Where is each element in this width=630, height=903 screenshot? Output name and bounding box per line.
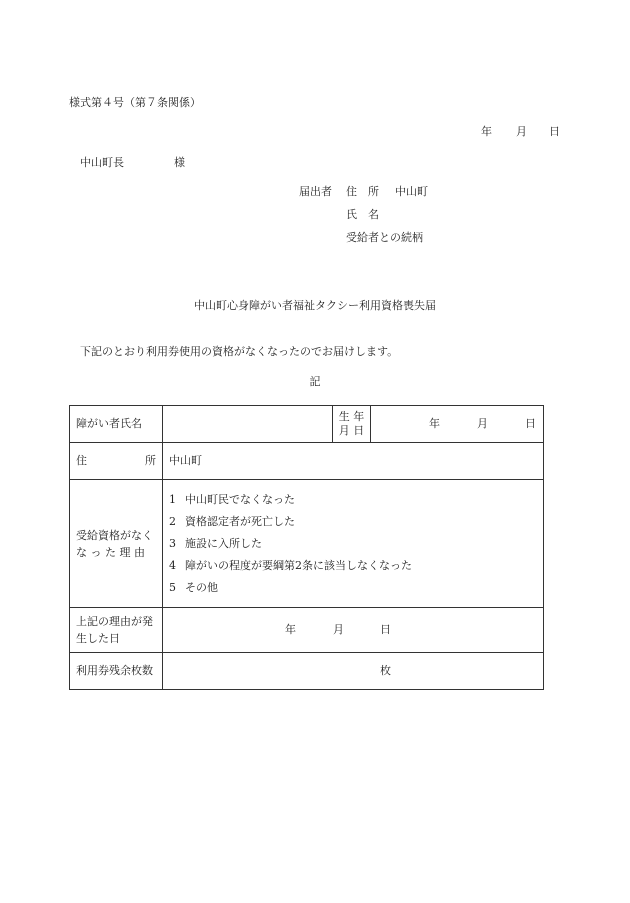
form-number: 様式第４号（第７条関係） — [69, 96, 201, 109]
reason-option-4[interactable]: 4 障がいの程度が要綱第2条に該当しなくなった — [169, 558, 412, 572]
occurred-month-label: 月 — [333, 623, 344, 636]
occurred-year-label: 年 — [285, 623, 296, 636]
birth-day-label: 日 — [525, 417, 536, 430]
document-title: 中山町心身障がい者福祉タクシー利用資格喪失届 — [194, 299, 436, 312]
input-address[interactable]: 中山町 — [163, 443, 544, 480]
input-remaining-tickets[interactable] — [163, 653, 544, 690]
address-label-right: 所 — [145, 454, 156, 467]
form-table — [69, 405, 544, 690]
addressee-suffix: 様 — [174, 156, 185, 169]
row-occurred — [70, 608, 544, 653]
row-name — [70, 406, 544, 443]
input-birthdate[interactable] — [371, 406, 544, 443]
date-day-label: 日 — [549, 125, 560, 138]
occurred-label-line1: 上記の理由が発 — [76, 615, 153, 628]
applicant-relation-label: 受給者との続柄 — [346, 231, 423, 244]
applicant-address-value: 中山町 — [395, 185, 428, 198]
label-birthdate — [333, 406, 371, 443]
birth-month-label: 月 — [477, 417, 488, 430]
reason-option-1[interactable]: 1 中山町民でなくなった — [169, 492, 295, 506]
row-reason — [70, 480, 544, 608]
addressee: 中山町長 — [80, 156, 124, 169]
occurred-label-line2: 生した日 — [76, 632, 120, 645]
birth-year-label: 年 — [429, 417, 440, 430]
row-address — [70, 443, 544, 480]
intro-text: 下記のとおり利用券使用の資格がなくなったのでお届けします。 — [80, 345, 399, 358]
reason-option-3[interactable]: 3 施設に入所した — [169, 536, 262, 550]
reason-options — [163, 480, 544, 608]
row-remaining — [70, 653, 544, 690]
label-address — [70, 443, 163, 480]
remaining-unit-label: 枚 — [380, 664, 391, 677]
reason-option-5[interactable]: 5 その他 — [169, 580, 218, 594]
occurred-day-label: 日 — [380, 623, 391, 636]
reason-label-line1: 受給資格がなく — [76, 528, 153, 542]
reason-option-2[interactable]: 2 資格認定者が死亡した — [169, 514, 295, 528]
reason-label-line2: な っ た 理 由 — [76, 545, 145, 559]
applicant-name-label: 氏 名 — [346, 208, 379, 221]
reason-list — [163, 483, 543, 605]
label-reason — [70, 480, 163, 608]
label-disabled-person-name: 障がい者氏名 — [70, 406, 163, 443]
input-occurred-date[interactable] — [163, 608, 544, 653]
date-month-label: 月 — [516, 125, 527, 138]
applicant-role-label: 届出者 — [299, 185, 332, 198]
address-label-left: 住 — [76, 454, 87, 467]
birth-label-line2: 月 日 — [338, 424, 365, 437]
date-year-label: 年 — [481, 125, 492, 138]
ki-label: 記 — [309, 375, 321, 388]
applicant-address-label: 住 所 — [346, 185, 379, 198]
label-remaining-tickets: 利用券残余枚数 — [70, 653, 163, 690]
input-disabled-person-name[interactable] — [163, 406, 333, 443]
label-occurred-date — [70, 608, 163, 653]
birth-label-line1: 生 年 — [338, 410, 365, 423]
